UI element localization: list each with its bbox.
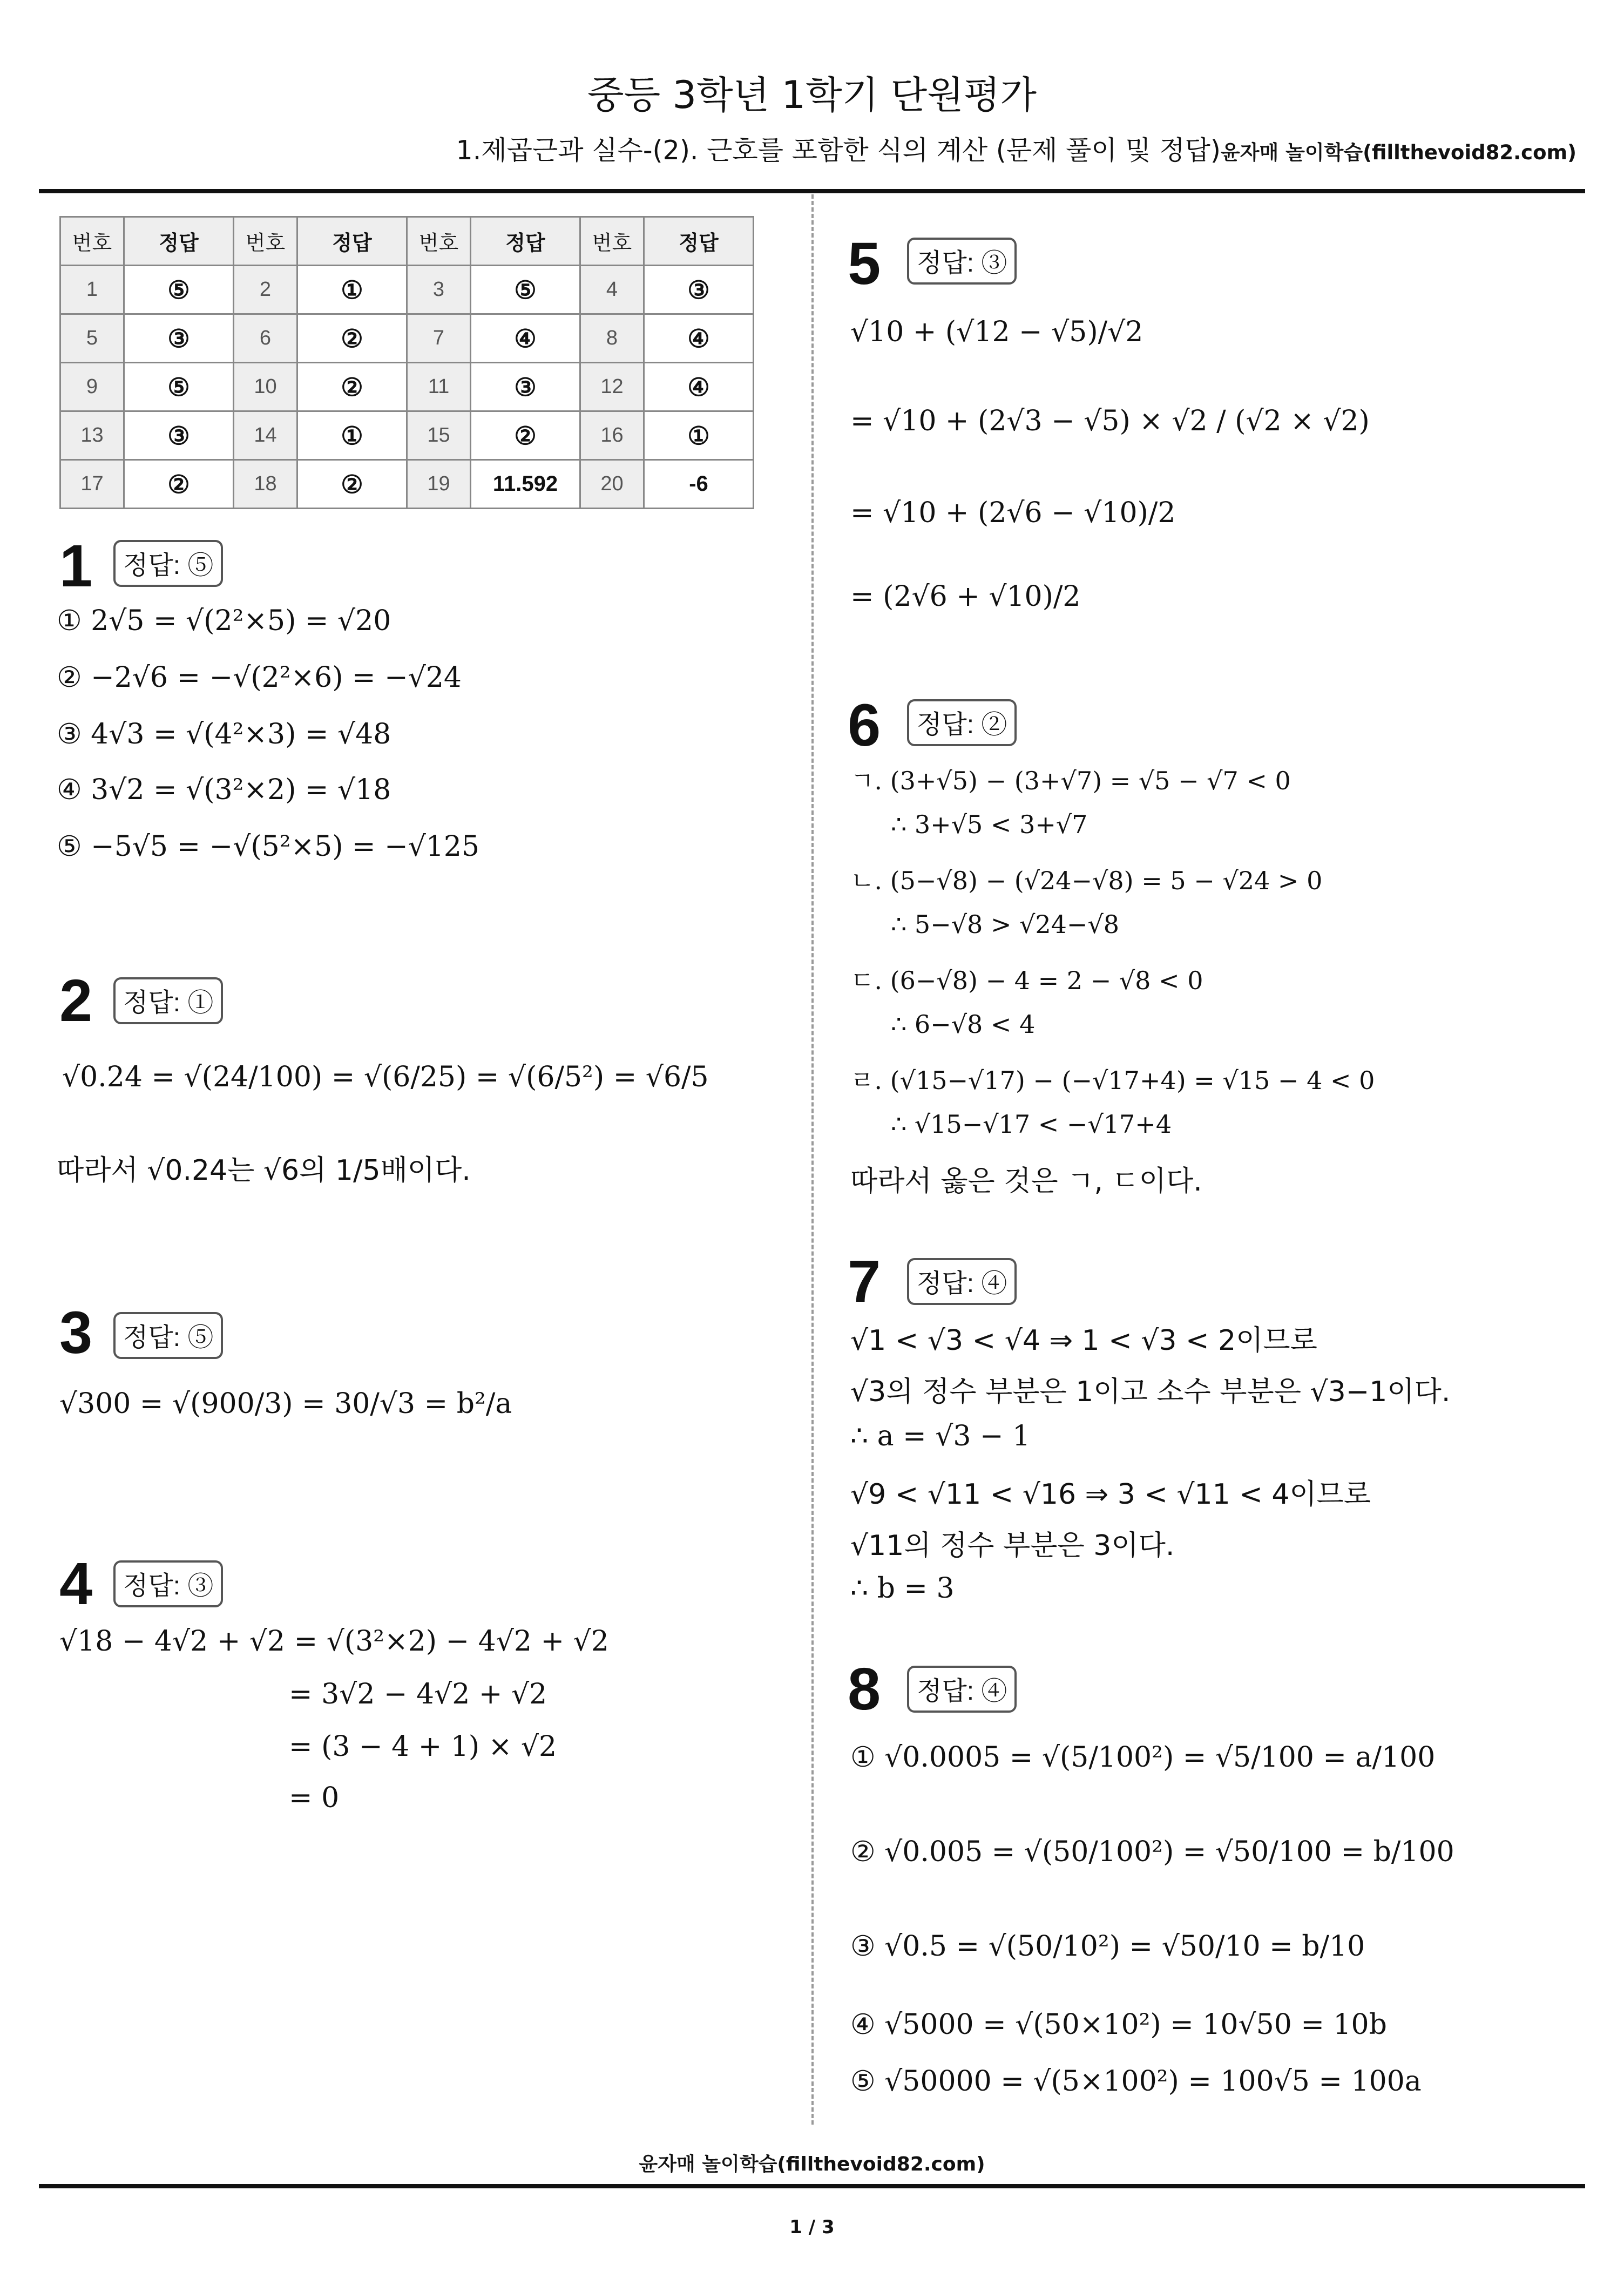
answer-table-header: 번호 정답 번호 정답 번호 정답 번호 정답 — [60, 217, 754, 266]
problem-2-line: √0.24 = √(24/100) = √(6/25) = √(6/5²) = √6/5 — [62, 1061, 709, 1093]
problem-6-line: ∴ 3+√5 < 3+√7 — [891, 810, 1088, 839]
table-row: 1 ⑤ 2 ① 3 ⑤ 4 ③ — [60, 266, 754, 314]
problem-5-line: = √10 + (2√6 − √10)/2 — [850, 497, 1176, 529]
problem-7-line: √9 < √11 < √16 ⇒ 3 < √11 < 4이므로 — [850, 1478, 1371, 1511]
answer-table — [59, 216, 754, 509]
problem-1-line: ② −2√6 = −√(2²×6) = −√24 — [57, 661, 462, 694]
problem-6-number: 6 — [848, 692, 881, 759]
problem-8-line: ② √0.005 = √(50/100²) = √50/100 = b/100 — [850, 1836, 1454, 1868]
problem-7-line: √3의 정수 부분은 1이고 소수 부분은 √3−1이다. — [850, 1376, 1451, 1408]
problem-7-answer-badge: 정답: ④ — [907, 1258, 1017, 1305]
problem-7-number: 7 — [848, 1248, 881, 1315]
problem-3-answer-badge: 정답: ⑤ — [113, 1312, 223, 1359]
page-number: 1 / 3 — [789, 2216, 835, 2238]
page-subtitle: 1.제곱근과 실수-(2). 근호를 포함한 식의 계산 (문제 풀이 및 정답)윤자매 놀이학습(fillthevoid82.com) — [456, 135, 1576, 166]
problem-6-line: ㄹ. (√15−√17) − (−√17+4) = √15 − 4 < 0 — [850, 1066, 1375, 1095]
problem-8-line: ⑤ √50000 = √(5×100²) = 100√5 = 100a — [850, 2065, 1422, 2098]
problem-4-number: 4 — [59, 1551, 93, 1617]
header-brand: 윤자매 놀이학습(fillthevoid82.com) — [1221, 141, 1576, 164]
problem-3-number: 3 — [59, 1300, 93, 1366]
problem-4-line: = 3√2 − 4√2 + √2 — [289, 1678, 547, 1710]
problem-6-line: ∴ 5−√8 > √24−√8 — [891, 910, 1120, 939]
problem-4-line: √18 − 4√2 + √2 = √(3²×2) − 4√2 + √2 — [59, 1625, 609, 1658]
problem-1-line: ⑤ −5√5 = −√(5²×5) = −√125 — [57, 830, 480, 863]
problem-7-line: √1 < √3 < √4 ⇒ 1 < √3 < 2이므로 — [850, 1324, 1317, 1357]
problem-1-answer-badge: 정답: ⑤ — [113, 540, 223, 587]
problem-2-number: 2 — [59, 968, 93, 1034]
footer-brand: 윤자매 놀이학습(fillthevoid82.com) — [639, 2153, 985, 2175]
problem-6-line: ㄷ. (6−√8) − 4 = 2 − √8 < 0 — [850, 966, 1203, 995]
problem-5-number: 5 — [848, 231, 881, 297]
problem-2-answer-badge: 정답: ① — [113, 977, 223, 1024]
problem-8-line: ① √0.0005 = √(5/100²) = √5/100 = a/100 — [850, 1741, 1436, 1774]
problem-7-line: ∴ b = 3 — [850, 1572, 955, 1605]
problem-8-answer-badge: 정답: ④ — [907, 1666, 1017, 1713]
problem-4-answer-badge: 정답: ③ — [113, 1560, 223, 1607]
page-title: 중등 3학년 1학기 단원평가 — [587, 73, 1037, 117]
table-row: 13 ③ 14 ① 15 ② 16 ① — [60, 411, 754, 460]
problem-6-line: ㄴ. (5−√8) − (√24−√8) = 5 − √24 > 0 — [850, 866, 1323, 895]
problem-7-line: √11의 정수 부분은 3이다. — [850, 1530, 1175, 1562]
problem-5-line: = (2√6 + √10)/2 — [850, 580, 1081, 613]
problem-1-line: ③ 4√3 = √(4²×3) = √48 — [57, 718, 391, 751]
column-divider — [811, 194, 814, 2125]
problem-5-answer-badge: 정답: ③ — [907, 238, 1017, 285]
problem-3-line: √300 = √(900/3) = 30/√3 = b²/a — [59, 1388, 512, 1420]
problem-4-line: = (3 − 4 + 1) × √2 — [289, 1730, 557, 1763]
problem-1-line: ④ 3√2 = √(3²×2) = √18 — [57, 774, 391, 806]
problem-6-line: ㄱ. (3+√5) − (3+√7) = √5 − √7 < 0 — [850, 766, 1291, 795]
footer-rule — [39, 2184, 1585, 2188]
problem-6-answer-badge: 정답: ② — [907, 699, 1017, 746]
problem-8-line: ④ √5000 = √(50×10²) = 10√50 = 10b — [850, 2009, 1387, 2041]
problem-8-line: ③ √0.5 = √(50/10²) = √50/10 = b/10 — [850, 1930, 1365, 1963]
problem-6-line: 따라서 옳은 것은 ㄱ, ㄷ이다. — [850, 1165, 1202, 1198]
table-row: 5 ③ 6 ② 7 ④ 8 ④ — [60, 314, 754, 363]
problem-4-line: = 0 — [289, 1782, 340, 1814]
problem-8-number: 8 — [848, 1656, 881, 1722]
problem-5-line: √10 + (√12 − √5)/√2 — [850, 316, 1143, 348]
problem-6-line: ∴ 6−√8 < 4 — [891, 1010, 1036, 1039]
table-row: 9 ⑤ 10 ② 11 ③ 12 ④ — [60, 363, 754, 411]
problem-5-line: = √10 + (2√3 − √5) × √2 / (√2 × √2) — [850, 405, 1370, 437]
problem-1-number: 1 — [59, 533, 93, 599]
problem-2-line: 따라서 √0.24는 √6의 1/5배이다. — [57, 1154, 471, 1187]
header-rule — [39, 189, 1585, 193]
problem-1-line: ① 2√5 = √(2²×5) = √20 — [57, 605, 391, 637]
table-row: 17 ② 18 ② 19 11.592 20 -6 — [60, 460, 754, 509]
problem-6-line: ∴ √15−√17 < −√17+4 — [891, 1110, 1172, 1139]
problem-7-line: ∴ a = √3 − 1 — [850, 1420, 1031, 1452]
